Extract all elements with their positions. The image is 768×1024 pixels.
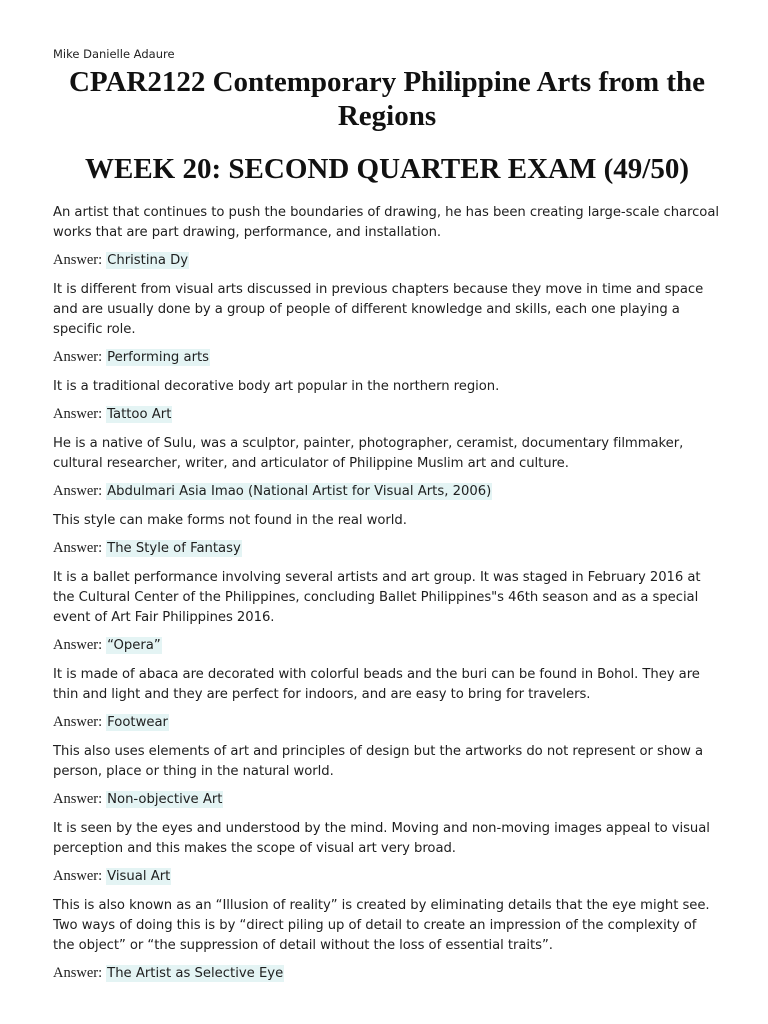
question-text: This is also known as an “Illusion of reality” is created by eliminating details that the eye might see. Two ways of doing this is by “direct piling up of detail to create an impression of the complexity of the object” or “the suppression of detail without the loss of essential traits”. [53,898,710,953]
answer-label: Answer: [53,540,103,556]
question-item [53,568,721,656]
question-text: This style can make forms not found in the real world. [53,513,407,528]
answer-line [53,347,721,368]
exam-title: WEEK 20: SECOND QUARTER EXAM (49/50) [85,153,689,185]
answer-text: Tattoo Art [107,407,172,422]
answer-line [53,404,721,425]
answer-label: Answer: [53,714,103,730]
answer-text: Performing arts [107,350,210,365]
question-item [53,280,721,368]
answer-label: Answer: [53,252,103,268]
answer-text: Christina Dy [107,253,189,268]
question-item [53,377,721,425]
question-text: An artist that continues to push the boundaries of drawing, he has been creating large-scale charcoal works that are part drawing, performance, and installation. [53,205,719,240]
answer-line [53,963,721,984]
question-item [53,665,721,733]
answer-label: Answer: [53,868,103,884]
question-item [53,742,721,810]
answer-line [53,635,721,656]
answer-line [53,538,721,559]
answer-label: Answer: [53,483,103,499]
answer-line [53,712,721,733]
question-text: It is a ballet performance involving several artists and art group. It was staged in February 2016 at the Cultural Center of the Philippines, concluding Ballet Philippines"s 46th season and as a special event of Art Fair Philippines 2016. [53,570,701,625]
answer-text: “Opera” [107,638,161,653]
answer-text: Visual Art [107,869,171,884]
question-text: It is seen by the eyes and understood by the mind. Moving and non-moving images appeal to visual perception and this makes the scope of visual art very broad. [53,821,710,856]
answer-line [53,481,721,502]
answer-label: Answer: [53,965,103,981]
answer-text: The Style of Fantasy [107,541,241,556]
answer-text: Footwear [107,715,168,730]
answer-label: Answer: [53,406,103,422]
author-name: Mike Danielle Adaure [53,47,175,61]
question-item [53,203,721,271]
answer-text: The Artist as Selective Eye [107,966,284,981]
answer-label: Answer: [53,791,103,807]
question-text: It is different from visual arts discussed in previous chapters because they move in time and space and are usually done by a group of people of different knowledge and skills, each one playing a specific role. [53,282,704,337]
question-text: It is a traditional decorative body art popular in the northern region. [53,379,500,394]
answer-line [53,789,721,810]
question-item [53,434,721,502]
question-text: This also uses elements of art and principles of design but the artworks do not represent or show a person, place or thing in the natural world. [53,744,704,779]
question-text: It is made of abaca are decorated with colorful beads and the buri can be found in Bohol. They are thin and light and they are perfect for indoors, and are easy to bring for travelers. [53,667,700,702]
document-page [53,46,721,993]
question-item [53,896,721,984]
question-text: He is a native of Sulu, was a sculptor, painter, photographer, ceramist, documentary filmmaker, cultural researcher, writer, and articulator of Philippine Muslim art and culture. [53,436,684,471]
answer-label: Answer: [53,349,103,365]
answer-line [53,250,721,271]
answer-line [53,866,721,887]
answer-label: Answer: [53,637,103,653]
question-item [53,819,721,887]
answer-text: Non-objective Art [107,792,223,807]
course-title: CPAR2122 Contemporary Philippine Arts from the Regions [68,66,706,132]
answer-text: Abdulmari Asia Imao (National Artist for Visual Arts, 2006) [107,484,492,499]
question-item [53,511,721,559]
question-list [53,203,721,984]
